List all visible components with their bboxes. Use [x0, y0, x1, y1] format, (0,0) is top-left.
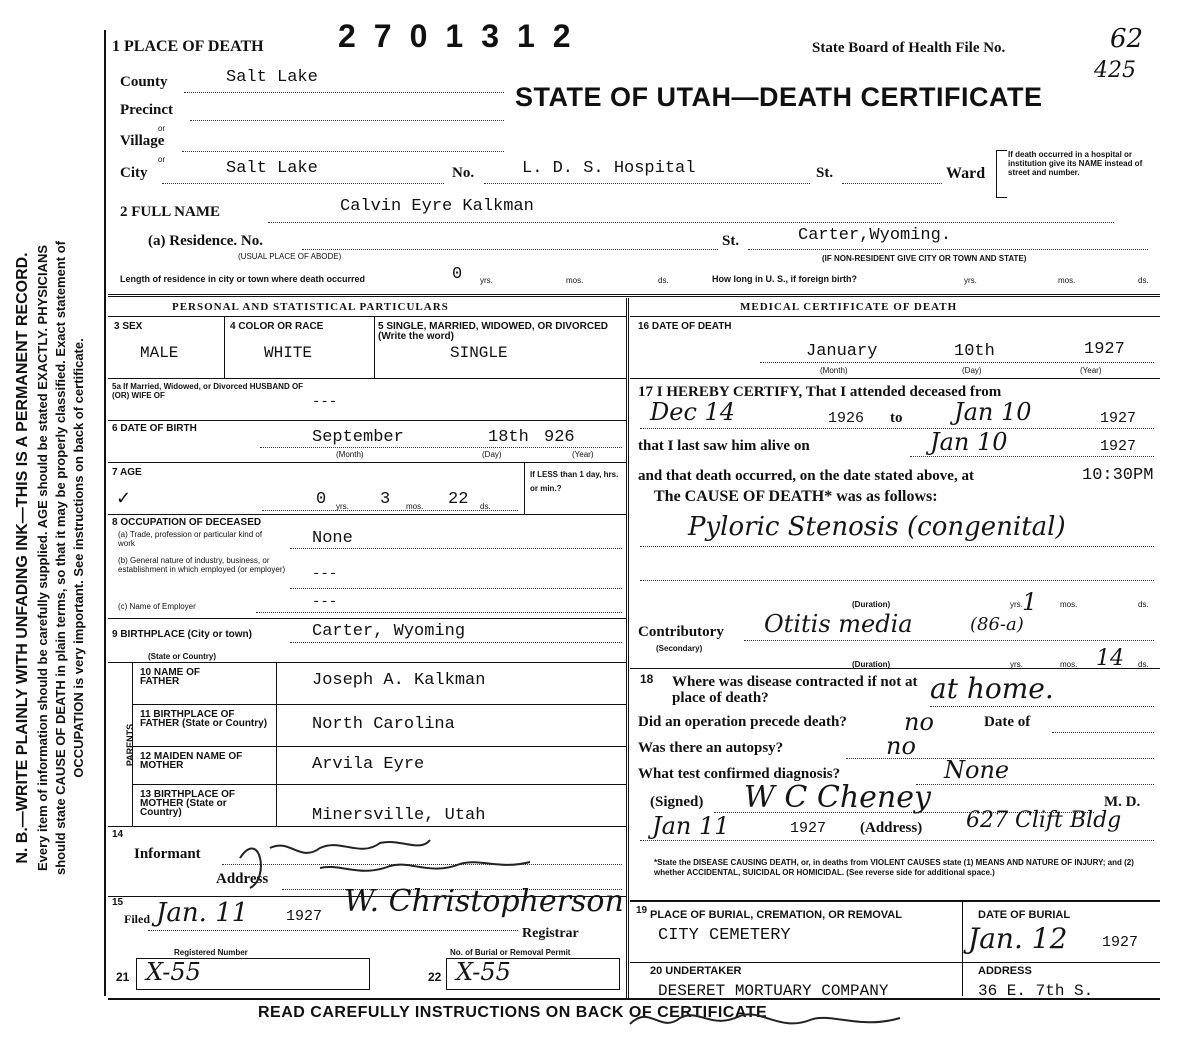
to-year: 1927: [1100, 410, 1137, 427]
contributory-value: Otitis media: [764, 610, 913, 638]
mother-value: Arvila Eyre: [312, 755, 425, 774]
filed-date: Jan. 11: [156, 898, 249, 928]
dob-day: 18th: [488, 428, 529, 447]
length-ds: ds.: [658, 276, 669, 285]
death-month-sub: (Month): [820, 366, 848, 375]
undertaker-signature: [620, 1000, 920, 1040]
burial-date: Jan. 12: [968, 922, 1068, 955]
certificate-number: 2701312: [338, 18, 589, 54]
operation-label: Did an operation precede death?: [638, 714, 847, 730]
operation-value: no: [904, 708, 934, 736]
residence-value: Carter,Wyoming.: [798, 226, 952, 245]
spouse-label: 5a If Married, Widowed, or Divorced HUSBAND OF (OR) WIFE OF: [112, 382, 304, 400]
number-label: No.: [452, 165, 475, 181]
county-label: County: [120, 74, 168, 90]
us-mos: mos.: [1058, 276, 1076, 285]
age-mos-label: mos.: [406, 502, 424, 511]
burial-permit-label: No. of Burial or Removal Permit: [450, 948, 571, 957]
city-label: City: [120, 165, 148, 181]
burial-place-value: CITY CEMETERY: [658, 926, 791, 945]
file-no-2: 425: [1094, 58, 1136, 83]
death-occurred-label: and that death occurred, on the date stated above, at: [638, 468, 974, 484]
death-day-sub: (Day): [962, 366, 982, 375]
marital-label: 5 SINGLE, MARRIED, WIDOWED, OR DIVORCED (Write the word): [378, 321, 609, 342]
burial-permit-value: X-55: [456, 958, 511, 986]
occupation-b-value: ---: [312, 566, 338, 582]
footer-instructions: READ CAREFULLY INSTRUCTIONS ON BACK OF CERTIFICATE: [258, 1004, 768, 1021]
death-time: 10:30PM: [1082, 466, 1154, 485]
burial-year: 1927: [1102, 934, 1139, 951]
age-label: 7 AGE: [112, 467, 142, 478]
item-14: 14: [112, 829, 124, 840]
duration-label-1: (Duration): [852, 600, 891, 609]
md-label: M. D.: [1104, 794, 1141, 810]
father-value: Joseph A. Kalkman: [312, 671, 486, 690]
mother-bp-value: Minersville, Utah: [312, 806, 486, 825]
dob-year: 926: [544, 428, 575, 447]
duration-value-1: 1: [1022, 588, 1038, 616]
us-ds: ds.: [1138, 276, 1149, 285]
occupation-b-label: (b) General nature of industry, business, or establishment in which employed (or employer): [118, 556, 286, 574]
autopsy-label: Was there an autopsy?: [638, 740, 784, 756]
registrar-signature: W. Christopherson: [344, 884, 624, 919]
burial-date-label: DATE OF BURIAL: [978, 909, 1071, 921]
margin-note-line-2: Every item of information should be carefully supplied. AGE should be stated EXACTLY. PHYSICIANS: [35, 244, 50, 872]
us-label: How long in U. S., if foreign birth?: [712, 274, 857, 284]
item-18: 18: [640, 672, 654, 686]
duration-yrs-1: yrs.: [1010, 600, 1023, 609]
age-ds: 22: [448, 490, 469, 509]
occupation-a-value: None: [312, 529, 353, 548]
or-2: or: [158, 155, 166, 164]
personal-heading: PERSONAL AND STATISTICAL PARTICULARS: [172, 301, 449, 313]
duration-mos-1: mos.: [1060, 600, 1078, 609]
or-1: or: [158, 124, 166, 133]
color-value: WHITE: [264, 344, 313, 362]
death-month: January: [806, 342, 878, 361]
signed-date: Jan 11: [652, 812, 730, 840]
filed-label: Filed: [124, 912, 150, 926]
to-date: Jan 10: [954, 398, 1032, 426]
residence-sub: (USUAL PLACE OF ABODE): [238, 252, 342, 261]
signed-value: W C Cheney: [744, 780, 931, 815]
father-label: 10 NAME OF FATHER: [140, 667, 201, 687]
duration-yrs-2: yrs.: [1010, 660, 1023, 669]
color-label: 4 COLOR OR RACE: [230, 321, 324, 332]
duration-label-2: (Duration): [852, 660, 891, 669]
place-of-death-label: 1 PLACE OF DEATH: [112, 38, 264, 55]
full-name-value: Calvin Eyre Kalkman: [340, 197, 534, 216]
age-yrs-label: yrs.: [336, 502, 349, 511]
reg-number-value: X-55: [146, 958, 201, 986]
duration-value-2: 14: [1096, 646, 1124, 671]
dob-day-sub: (Day): [482, 450, 502, 459]
physician-address: 627 Clift Bldg: [966, 808, 1122, 833]
street-label: St.: [816, 165, 834, 181]
village-label: Village: [120, 133, 165, 149]
last-saw-label: that I last saw him alive on: [638, 438, 810, 454]
reg-number-label: Registered Number: [174, 948, 248, 957]
dob-year-sub: (Year): [572, 450, 594, 459]
signed-label: (Signed): [650, 794, 704, 810]
cause-label: The CAUSE OF DEATH* was as follows:: [654, 488, 938, 505]
file-no-label: State Board of Health File No.: [812, 40, 1006, 56]
item-22: 22: [428, 970, 442, 984]
undertaker-address-label: ADDRESS: [978, 965, 1032, 977]
precinct-label: Precinct: [120, 102, 174, 118]
spouse-value: ---: [312, 394, 338, 410]
sex-value: MALE: [140, 344, 179, 362]
occupation-a-label: (a) Trade, profession or particular kind of work: [118, 530, 263, 548]
death-year-sub: (Year): [1080, 366, 1102, 375]
medical-footnote: *State the DISEASE CAUSING DEATH, or, in deaths from VIOLENT CAUSES state (1) MEANS AND NATURE OF INJURY; and (2) whether ACCIDENTAL, SUICIDAL OR HOMICIDAL. (See reverse side for additional space.): [654, 858, 1134, 877]
item-15: 15: [112, 897, 124, 908]
informant-address-label: Address: [216, 871, 269, 887]
mother-label: 12 MAIDEN NAME OF MOTHER: [140, 751, 243, 771]
certificate-title: STATE OF UTAH—DEATH CERTIFICATE: [515, 82, 1043, 112]
marital-value: SINGLE: [450, 344, 508, 362]
age-yrs: 0: [316, 490, 327, 509]
undertaker-address: 36 E. 7th S.: [978, 982, 1094, 1000]
duration-mos-2: mos.: [1060, 660, 1078, 669]
death-date-label: 16 DATE OF DEATH: [638, 321, 732, 332]
age-checkmark: ✓: [116, 488, 132, 508]
test-label: What test confirmed diagnosis?: [638, 766, 841, 782]
dob-label: 6 DATE OF BIRTH: [112, 423, 197, 434]
mother-bp-label: 13 BIRTHPLACE OF MOTHER (State or Country): [140, 789, 236, 818]
residence-st-label: St.: [722, 233, 740, 249]
contributory-code: (86-a): [970, 614, 1024, 635]
less-than-label: If LESS than 1 day, hrs. or min.?: [530, 470, 619, 493]
signed-year: 1927: [790, 820, 827, 837]
age-mos: 3: [380, 490, 391, 509]
length-residence-label: Length of residence in city or town where death occurred: [120, 274, 366, 284]
item-19: 19: [636, 905, 648, 916]
hospital-value: L. D. S. Hospital: [522, 159, 696, 178]
residence-label: (a) Residence. No.: [148, 233, 263, 249]
to-label: to: [890, 410, 903, 426]
from-year: 1926: [828, 410, 865, 427]
item-21: 21: [116, 970, 130, 984]
undertaker-value: DESERET MORTUARY COMPANY: [658, 982, 889, 1000]
from-date: Dec 14: [650, 398, 736, 426]
medical-heading: MEDICAL CERTIFICATE OF DEATH: [740, 301, 958, 313]
last-saw-year: 1927: [1100, 438, 1137, 455]
birthplace-label: 9 BIRTHPLACE (City or town): [112, 629, 252, 640]
father-bp-label: 11 BIRTHPLACE OF FATHER (State or Country): [140, 709, 268, 729]
nonres-note: (IF NON-RESIDENT GIVE CITY OR TOWN AND STATE): [822, 254, 1027, 263]
file-no: 62: [1110, 24, 1144, 54]
test-value: None: [944, 756, 1010, 784]
filed-year: 1927: [286, 908, 323, 925]
burial-place-label: PLACE OF BURIAL, CREMATION, OR REMOVAL: [650, 909, 902, 921]
county-value: Salt Lake: [226, 68, 318, 87]
margin-note-line-4: OCCUPATION is very important. See instructions on back of certificate.: [71, 338, 86, 778]
undertaker-label: 20 UNDERTAKER: [650, 965, 742, 977]
full-name-label: 2 FULL NAME: [120, 204, 221, 220]
birthplace-value: Carter, Wyoming: [312, 622, 466, 641]
registrar-label: Registrar: [522, 926, 579, 941]
duration-ds-1: ds.: [1138, 600, 1149, 609]
cause-value: Pyloric Stenosis (congenital): [688, 512, 1066, 542]
margin-note: [0, 0, 100, 1041]
where-contracted-value: at home.: [930, 672, 1054, 705]
death-year: 1927: [1084, 340, 1125, 359]
length-yrs-value: 0: [452, 265, 463, 284]
length-yrs: yrs.: [480, 276, 493, 285]
sex-label: 3 SEX: [114, 321, 143, 332]
contributory-label: Contributory: [638, 624, 724, 640]
ward-note: If death occurred in a hospital or institution give its NAME instead of street and number.: [1008, 150, 1143, 177]
occupation-c-value: ---: [312, 594, 338, 610]
ward-label: Ward: [946, 165, 986, 182]
city-value: Salt Lake: [226, 159, 318, 178]
operation-date-label: Date of: [984, 714, 1031, 730]
death-day: 10th: [954, 342, 995, 361]
length-mos: mos.: [566, 276, 584, 285]
occupation-c-label: (c) Name of Employer: [118, 602, 196, 611]
dob-month-sub: (Month): [336, 450, 364, 459]
contributory-sub: (Secondary): [656, 644, 703, 653]
physician-address-label: (Address): [860, 820, 923, 836]
duration-ds-2: ds.: [1138, 660, 1149, 669]
father-bp-value: North Carolina: [312, 715, 455, 734]
margin-note-line-3: should state CAUSE OF DEATH in plain terms, so that it may be properly classified. Exact statement of: [53, 241, 68, 876]
parents-label: PARENTS: [125, 723, 135, 767]
certify-label: 17 I HEREBY CERTIFY, That I attended deceased from: [638, 384, 1002, 400]
occupation-label: 8 OCCUPATION OF DECEASED: [112, 517, 262, 528]
dob-month: September: [312, 428, 404, 447]
birthplace-sub: (State or Country): [148, 652, 216, 661]
us-yrs: yrs.: [964, 276, 977, 285]
age-ds-label: ds.: [480, 502, 491, 511]
autopsy-value: no: [886, 732, 916, 760]
where-contracted-label: Where was disease contracted if not at place of death?: [672, 674, 918, 706]
margin-note-line-1: N. B.—WRITE PLAINLY WITH UNFADING INK—THIS IS A PERMANENT RECORD.: [14, 252, 31, 864]
informant-label: Informant: [134, 846, 201, 862]
last-saw-date: Jan 10: [930, 428, 1008, 456]
